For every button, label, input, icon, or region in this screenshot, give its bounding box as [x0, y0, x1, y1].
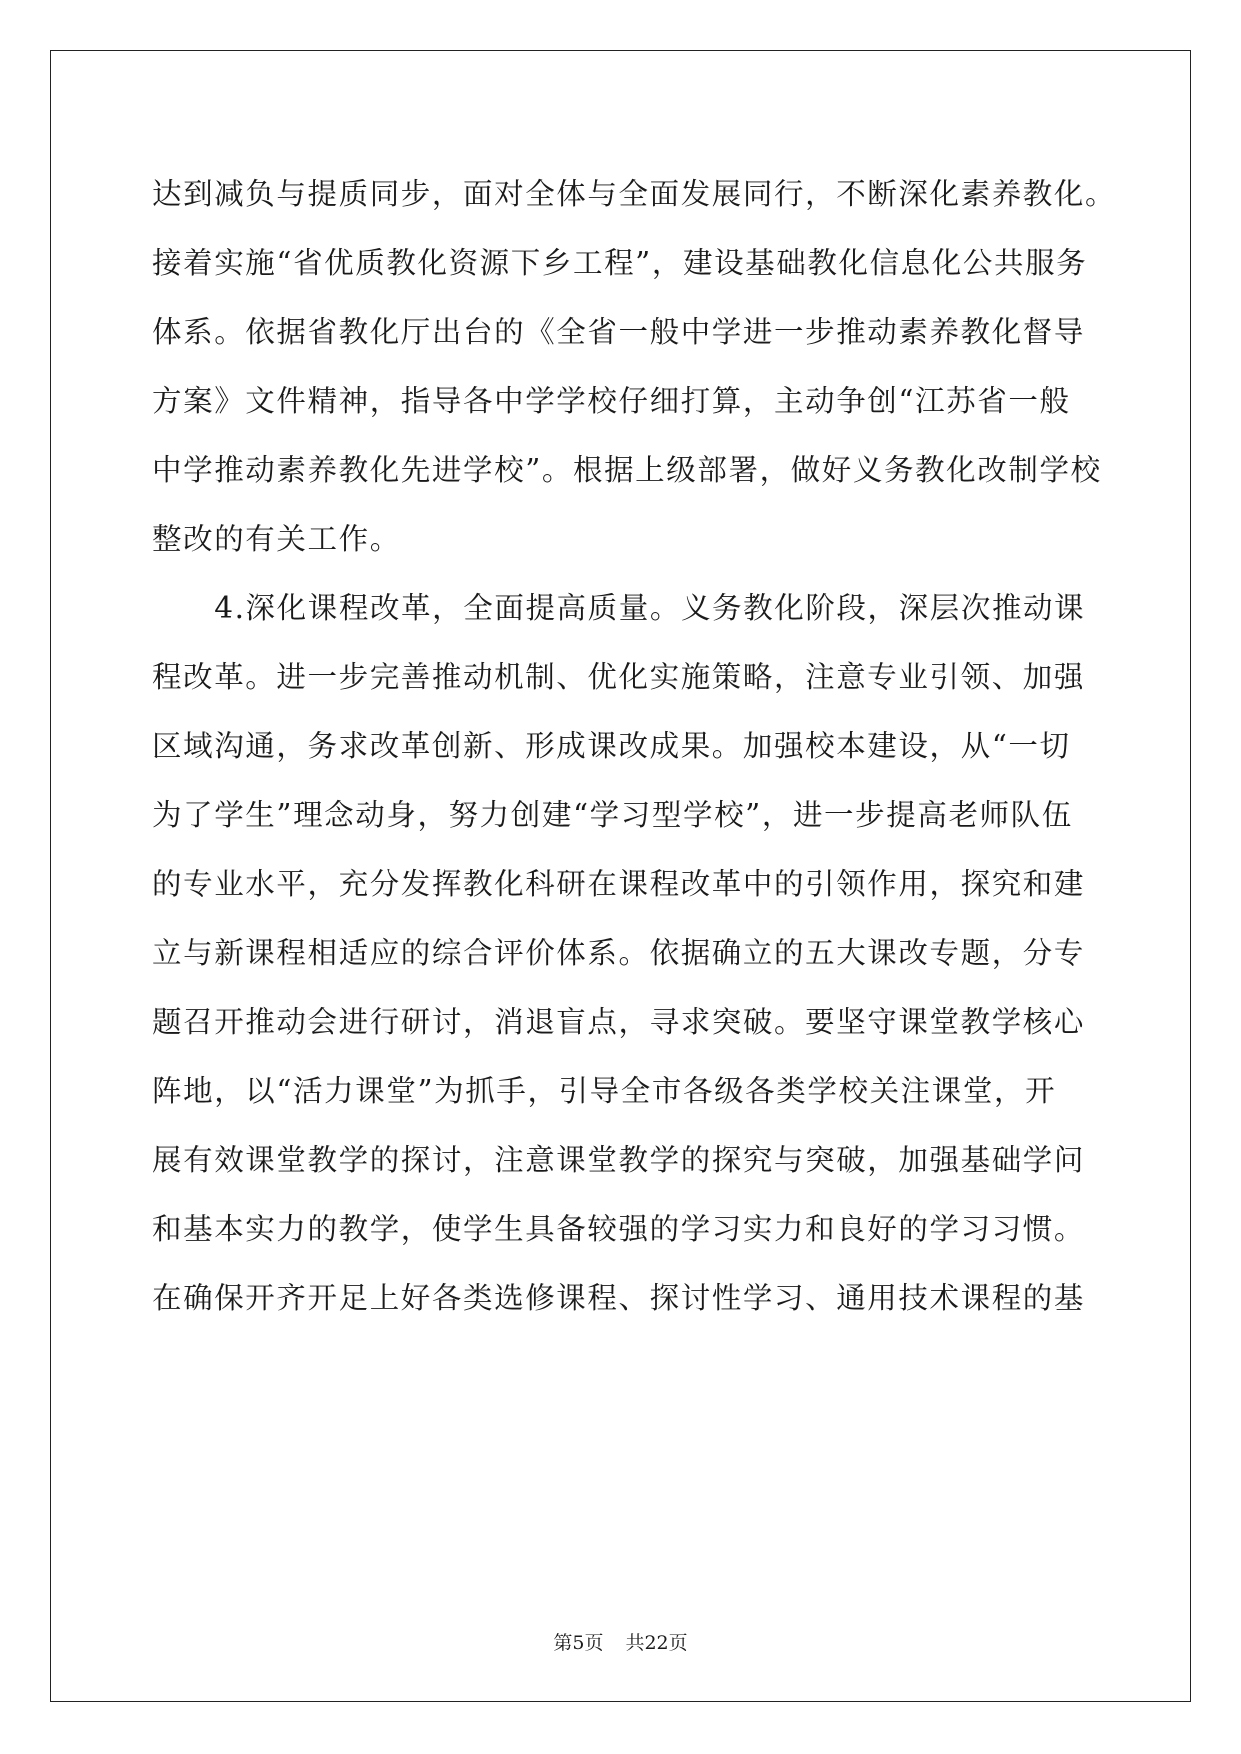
text-line: 题召开推动会进行研讨，消退盲点，寻求突破。要坚守课堂教学核心: [152, 1005, 1086, 1039]
text-line: 在确保开齐开足上好各类选修课程、探讨性学习、通用技术课程的基: [152, 1281, 1086, 1315]
text-line: 程改革。进一步完善推动机制、优化实施策略，注意专业引领、加强: [152, 660, 1086, 694]
page-number: 第5页: [553, 1632, 604, 1654]
text-line: 中学推动素养教化先进学校”。根据上级部署，做好义务教化改制学校: [152, 453, 1102, 487]
text-line: 阵地，以“活力课堂”为抓手，引导全市各级各类学校关注课堂，开: [152, 1074, 1057, 1108]
text-line: 的专业水平，充分发挥教化科研在课程改革中的引领作用，探究和建: [152, 867, 1086, 901]
text-line: 展有效课堂教学的探讨，注意课堂教学的探究与突破，加强基础学问: [152, 1143, 1086, 1177]
text-line: 为了学生”理念动身，努力创建“学习型学校”，进一步提高老师队伍: [152, 798, 1073, 832]
text-line: 4.深化课程改革，全面提高质量。义务教化阶段，深层次推动课: [152, 591, 1086, 625]
text-line: 和基本实力的教学，使学生具备较强的学习实力和良好的学习习惯。: [152, 1212, 1086, 1246]
document-body: [152, 160, 1117, 1333]
text-line: 立与新课程相适应的综合评价体系。依据确立的五大课改专题，分专: [152, 936, 1086, 970]
text-line: 区域沟通，务求改革创新、形成课改成果。加强校本建设，从“一切: [152, 729, 1071, 763]
text-line: 方案》文件精神，指导各中学学校仔细打算，主动争创“江苏省一般: [152, 384, 1071, 418]
text-line: 达到减负与提质同步，面对全体与全面发展同行，不断深化素养教化。: [152, 177, 1117, 211]
page-total: 共22页: [625, 1632, 688, 1654]
text-line: 整改的有关工作。: [152, 522, 401, 556]
page-footer: [0, 1628, 1241, 1655]
text-line: 体系。依据省教化厅出台的《全省一般中学进一步推动素养教化督导: [152, 315, 1086, 349]
text-line: 接着实施“省优质教化资源下乡工程”，建设基础教化信息化公共服务: [152, 246, 1088, 280]
